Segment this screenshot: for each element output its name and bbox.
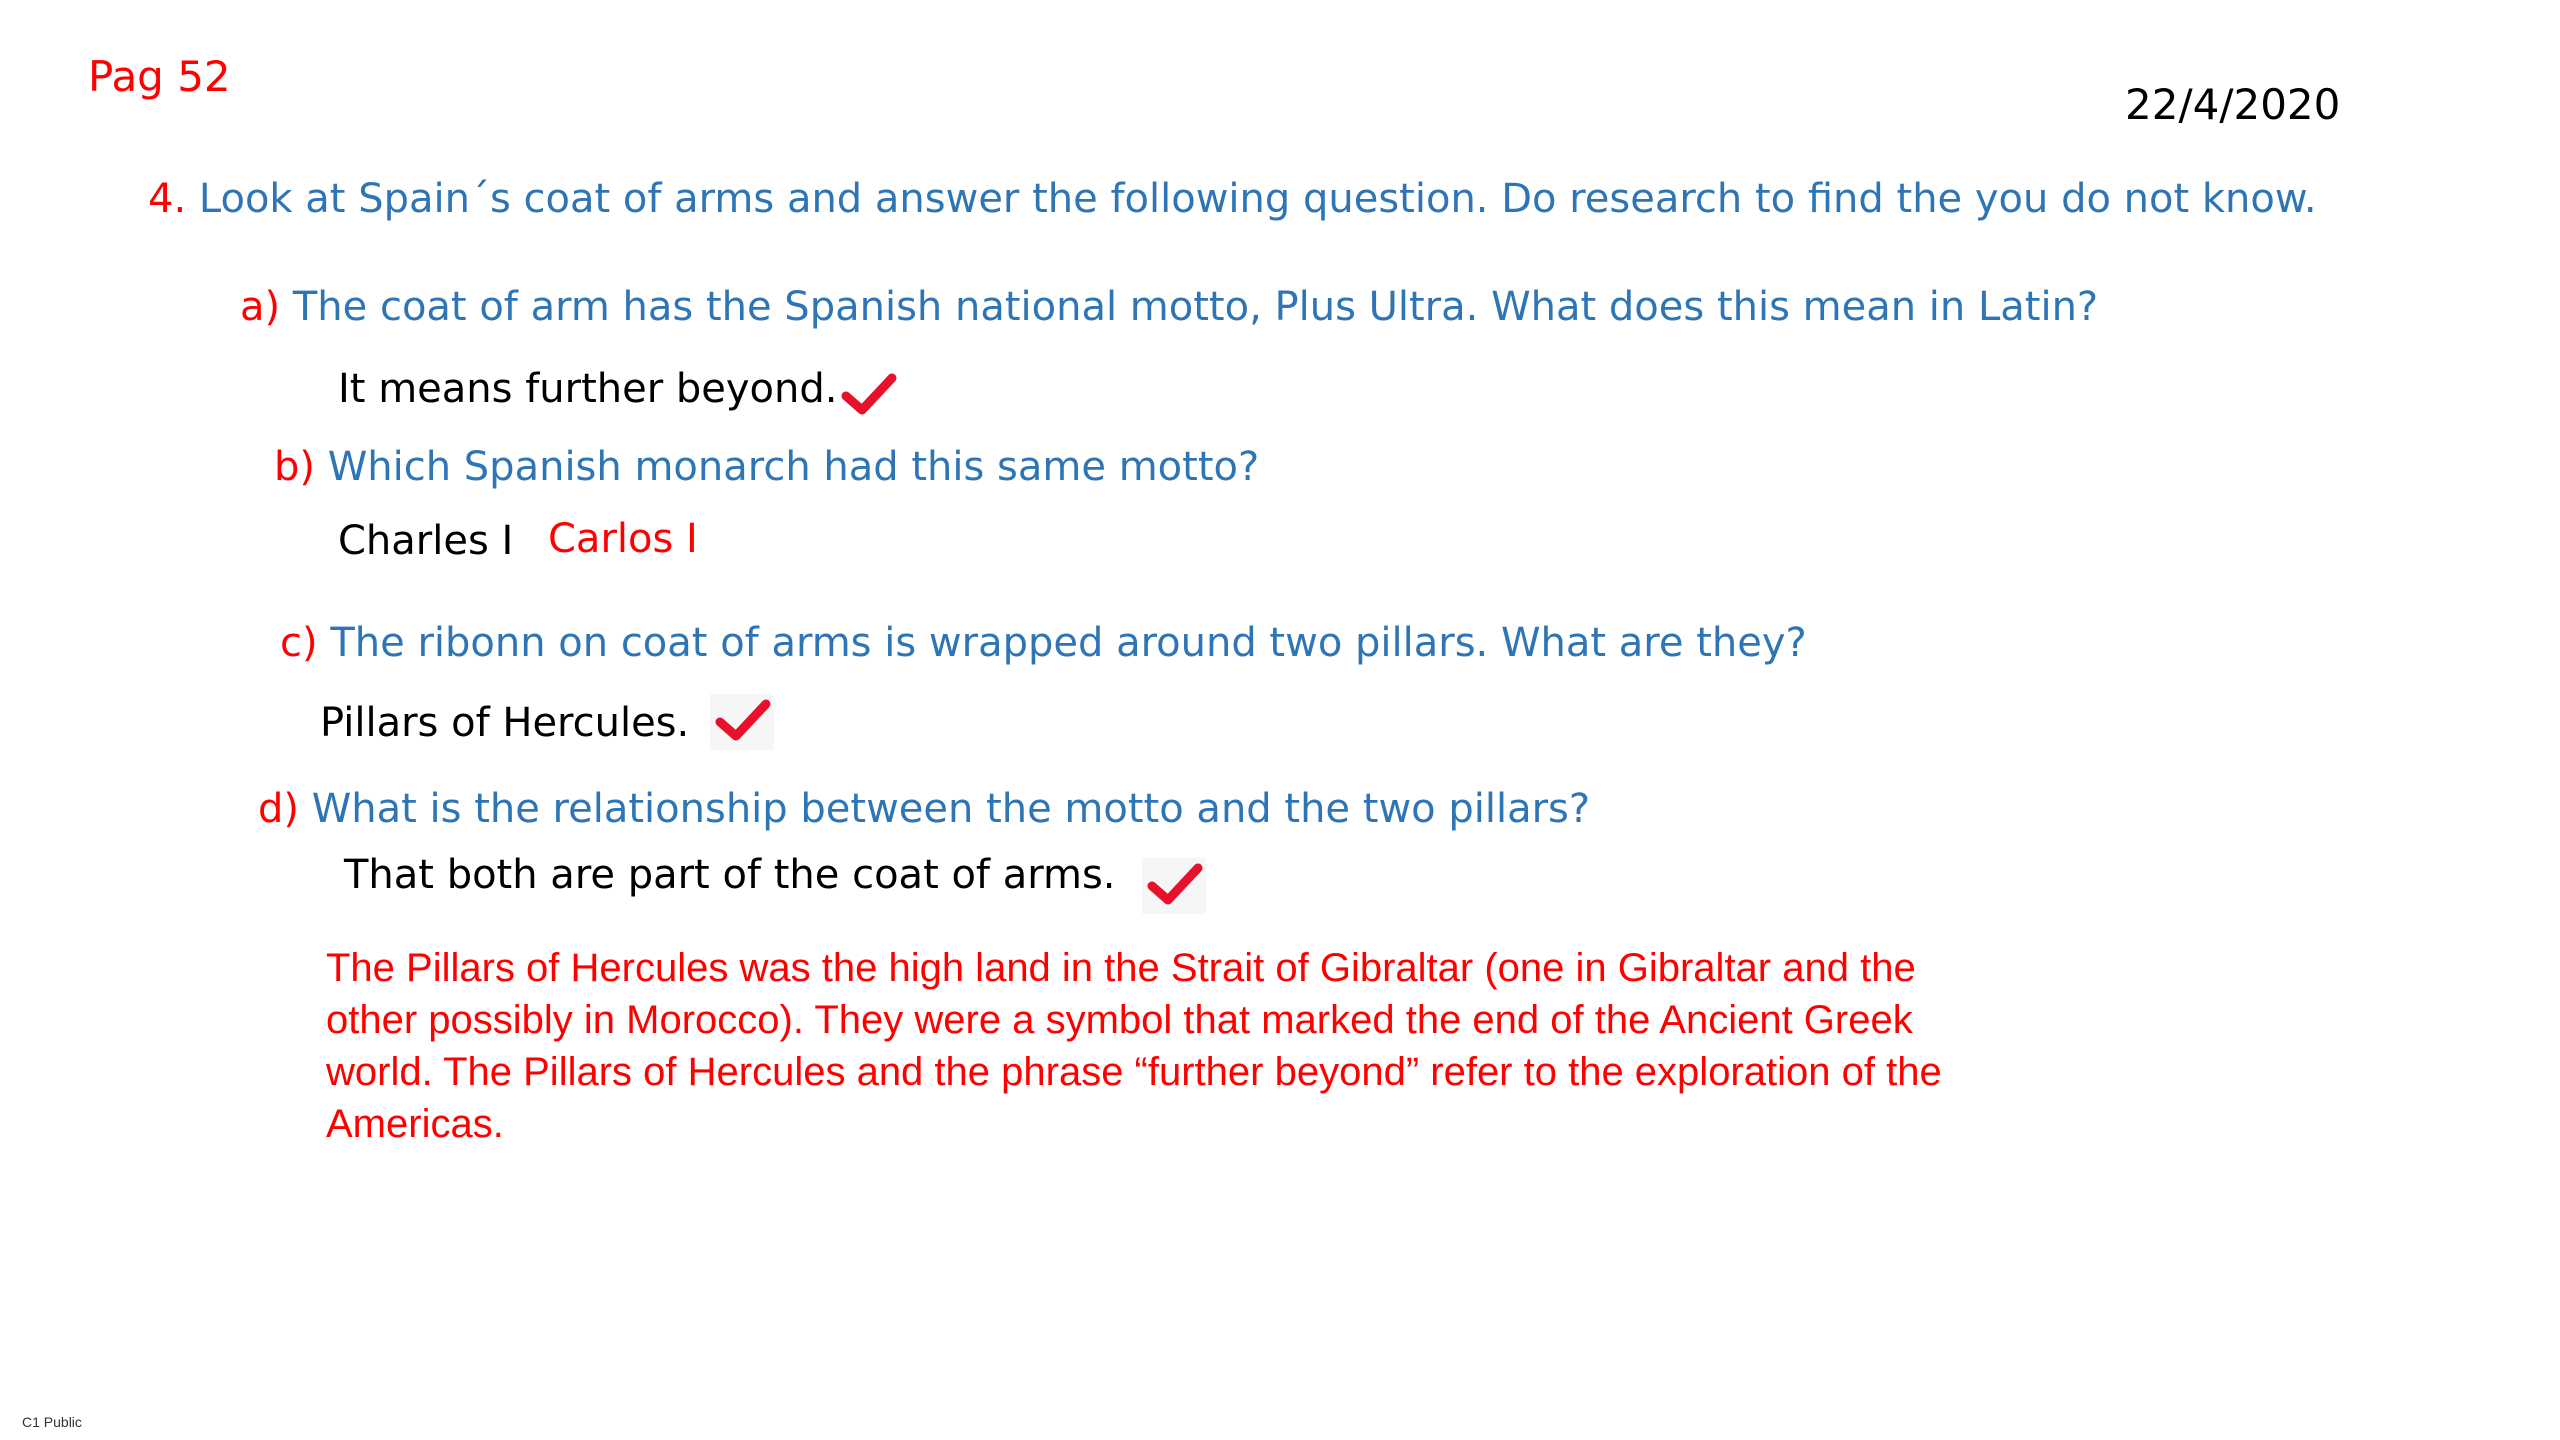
checkmark-icon bbox=[710, 694, 774, 750]
subquestion-a bbox=[240, 284, 2098, 330]
explanation-text: The Pillars of Hercules was the high land in the Strait of Gibraltar (one in Gibraltar and the other possibly in Morocco). They were a symbol that marked the end of the Ancient Greek world. The Pillars of Hercules and the phrase “further beyond” refer to the exploration of the Americas. bbox=[326, 946, 1942, 1146]
classification-label: C1 Public bbox=[22, 1414, 82, 1430]
checkmark-icon bbox=[838, 366, 902, 422]
answer-d: That both are part of the coat of arms. bbox=[344, 852, 1116, 898]
subquestion-text: Which Spanish monarch had this same motto? bbox=[327, 444, 1260, 490]
checkmark-icon bbox=[1142, 858, 1206, 914]
subquestion-d bbox=[258, 786, 1590, 832]
subquestion-text: The coat of arm has the Spanish national motto, Plus Ultra. What does this mean in Latin? bbox=[292, 284, 2099, 330]
subquestion-text: What is the relationship between the motto and the two pillars? bbox=[311, 786, 1591, 832]
subquestion-letter: a) bbox=[240, 284, 281, 330]
answer-b-correction: Carlos I bbox=[548, 516, 698, 562]
question-text: Look at Spain´s coat of arms and answer the following question. Do research to find the you do not know. bbox=[198, 176, 2317, 222]
answer-a: It means further beyond. bbox=[338, 366, 838, 412]
subquestion-letter: b) bbox=[274, 444, 315, 490]
main-question bbox=[148, 176, 2317, 222]
page-label: Pag 52 bbox=[88, 52, 231, 101]
answer-c: Pillars of Hercules. bbox=[320, 700, 690, 746]
date: 22/4/2020 bbox=[2125, 80, 2341, 129]
subquestion-letter: c) bbox=[280, 620, 318, 666]
subquestion-b bbox=[274, 444, 1259, 490]
subquestion-text: The ribonn on coat of arms is wrapped around two pillars. What are they? bbox=[330, 620, 1807, 666]
subquestion-c bbox=[280, 620, 1807, 666]
subquestion-letter: d) bbox=[258, 786, 299, 832]
answer-b: Charles I bbox=[338, 518, 514, 564]
question-number: 4. bbox=[148, 176, 187, 222]
